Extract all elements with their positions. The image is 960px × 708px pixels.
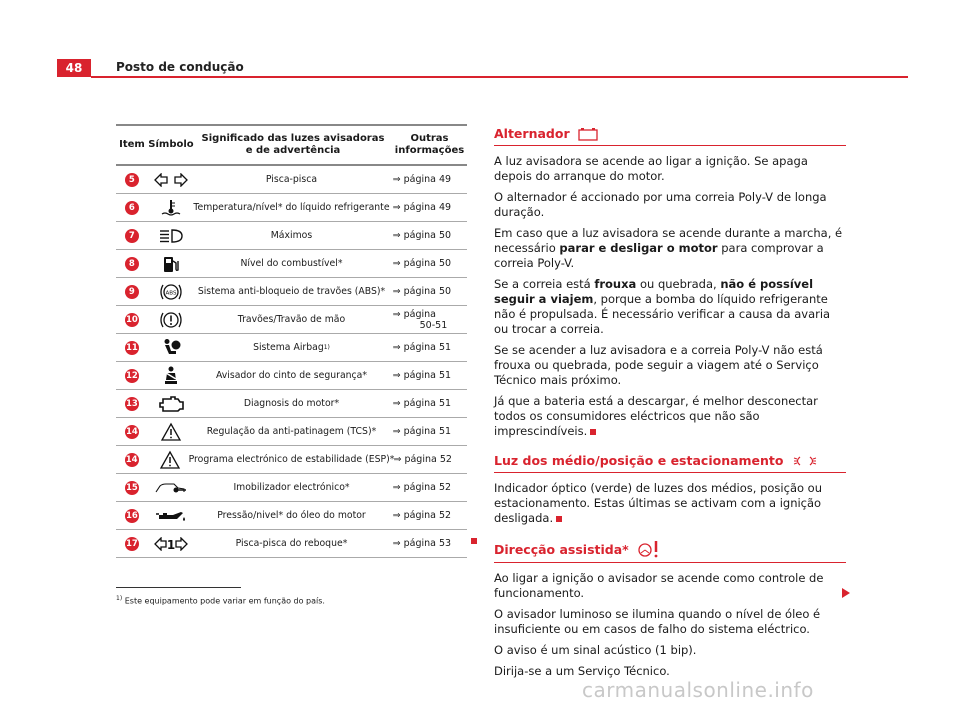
col-item: Item — [119, 139, 145, 150]
page-ref[interactable]: ⇒ página 51 — [392, 398, 452, 409]
trailer-signal-icon — [148, 537, 194, 551]
page-ref[interactable]: ⇒ página 51 — [392, 342, 452, 353]
item-number: 12 — [125, 370, 138, 381]
page-ref[interactable]: ⇒ página 50 — [392, 286, 452, 297]
turn-signal-icon — [148, 173, 194, 187]
traction-control-icon — [148, 422, 194, 442]
page-ref[interactable]: ⇒ página 51 — [392, 370, 452, 381]
meaning-text: Máximos — [270, 230, 313, 241]
table-row — [116, 362, 467, 390]
table-row — [116, 530, 467, 558]
meaning-text: Temperatura/nível* do líquido refrigerante — [193, 202, 390, 213]
brake-warning-icon — [148, 310, 194, 330]
engine-check-icon — [148, 395, 194, 413]
page-ref[interactable]: ⇒ página 50 — [392, 230, 452, 241]
item-number: 13 — [125, 398, 138, 409]
table-row — [116, 474, 467, 502]
footnote: $^{1)}$ Este equipamento pode variar em função do país. — [116, 595, 325, 606]
table-row — [116, 306, 467, 334]
svg-text:1: 1 — [166, 537, 175, 551]
table-row — [116, 222, 467, 250]
meaning-text: Travões/Travão de mão — [237, 314, 346, 325]
meaning-text: Pisca-pisca do reboque* — [235, 538, 348, 549]
page-number: 48 — [57, 59, 91, 77]
high-beam-icon — [148, 228, 194, 244]
col-symbol: Símbolo — [148, 139, 194, 150]
power-steering-icon — [637, 540, 661, 558]
battery-icon — [578, 127, 598, 141]
table-row — [116, 334, 467, 362]
table-row — [116, 250, 467, 278]
item-number: 14 — [125, 454, 138, 465]
table-row — [116, 446, 467, 474]
table-row — [116, 278, 467, 306]
page-ref[interactable]: ⇒ página 52 — [393, 454, 452, 465]
page-title: Posto de condução — [116, 60, 244, 74]
item-number: 7 — [125, 229, 139, 243]
text-column: Alternador A luz avisadora se acende ao ligar a ignição. Se apaga depois do arranque do motor. O alternador é accionado por uma correia Poly-V de longa duração. Em caso que a luz avisadora se acende durante a marcha, é necessário parar e desligar o motor para comprovar a correia Poly-V. Se a correia está frouxa ou quebrada, não é possível seguir a viajem, porque a bomba do líquido refrigerante não é propulsada. É necessário verificar a causa da avaria ou trocar a correia. Se se acender a luz avisadora e a correia Poly-V não está frouxa ou quebrada, pode seguir a viagem até o Serviço Técnico mais próximo. Já que a bateria está a descargar, é melhor desconectar todos os consumidores eléctricos que não são imprescindíveis. Luz dos médio/posição e estacionamento Indicador óptico (verde) de luzes dos médios, posição ou estacionamento. Estas últimas se activam com a ignição desligada. Direcção assistida* Ao ligar a ignição o avisador se acende como controle de funcionamento. O avisador luminoso se ilumina quando o nível de óleo é insuficiente ou em casos de falho do sistema eléctrico. O aviso é um sinal acústico (1 bip). Dirija-se a um Serviço Técnico. — [494, 126, 846, 685]
table-row — [116, 194, 467, 222]
watermark: carmanualsonline.info — [582, 678, 814, 702]
page-ref[interactable]: ⇒ página 52 — [392, 510, 452, 521]
side-lights-icon — [792, 455, 818, 467]
fuel-pump-icon — [148, 255, 194, 273]
table-row — [116, 502, 467, 530]
item-number: 8 — [125, 257, 139, 271]
page-ref[interactable]: ⇒ página 51 — [392, 426, 452, 437]
section-end-marker — [471, 538, 477, 544]
continue-arrow-icon[interactable] — [842, 588, 850, 598]
item-number: 16 — [125, 510, 138, 521]
airbag-icon — [148, 338, 194, 358]
table-row — [116, 390, 467, 418]
table-row — [116, 418, 467, 446]
meaning-text: Imobilizador electrónico* — [233, 482, 350, 493]
table-row — [116, 166, 467, 194]
page-ref[interactable]: ⇒ página 50 — [392, 258, 452, 269]
table-header — [116, 124, 467, 166]
meaning-text: Sistema Airbag 1) — [253, 342, 330, 353]
coolant-temperature-icon — [148, 199, 194, 217]
meaning-text: Diagnosis do motor* — [243, 398, 340, 409]
footnote-rule — [116, 587, 241, 588]
meaning-text: Nível do combustível* — [240, 258, 343, 269]
section-heading-side-lights: Luz dos médio/posição e estacionamento — [494, 453, 846, 473]
item-number: 17 — [125, 538, 138, 549]
page-ref[interactable]: ⇒ página 49 — [392, 202, 452, 213]
section-heading-power-steering: Direcção assistida* — [494, 540, 846, 563]
page-ref[interactable]: ⇒ página 49 — [392, 174, 452, 185]
stability-control-icon — [147, 450, 192, 470]
item-number: 11 — [125, 342, 138, 353]
abs-icon — [148, 282, 194, 302]
col-info: Outras informações — [394, 133, 465, 156]
meaning-text: Pressão/nivel* do óleo do motor — [217, 510, 366, 521]
item-number: 14 — [125, 426, 138, 437]
page-ref[interactable]: ⇒ página 52 — [392, 482, 452, 493]
page-ref[interactable]: ⇒ página 53 — [392, 538, 452, 549]
item-number: 15 — [125, 482, 138, 493]
meaning-text: Pisca-pisca — [265, 174, 318, 185]
immobilizer-icon — [148, 481, 194, 495]
meaning-text: Avisador do cinto de segurança* — [215, 370, 367, 381]
item-number: 9 — [125, 285, 139, 299]
col-meaning: Significado das luzes avisadoras e de advertência — [201, 133, 385, 156]
oil-pressure-icon — [148, 509, 194, 523]
meaning-text: Sistema anti-bloqueio de travões (ABS)* — [197, 286, 386, 297]
section-heading-alternator: Alternador — [494, 126, 846, 146]
item-number: 10 — [125, 314, 138, 325]
page-ref[interactable]: ⇒ página 50-51 — [392, 308, 448, 331]
page-header — [0, 0, 960, 78]
header-rule — [91, 76, 908, 78]
svg-text:ABS: ABS — [165, 290, 176, 296]
meaning-text: Regulação da anti-patinagem (TCS)* — [206, 426, 377, 437]
seatbelt-icon — [148, 366, 194, 386]
item-number: 5 — [125, 173, 139, 187]
warning-lights-table — [116, 124, 467, 558]
item-number: 6 — [125, 201, 139, 215]
meaning-text: Programa electrónico de estabilidade (ESP)* — [188, 454, 395, 465]
